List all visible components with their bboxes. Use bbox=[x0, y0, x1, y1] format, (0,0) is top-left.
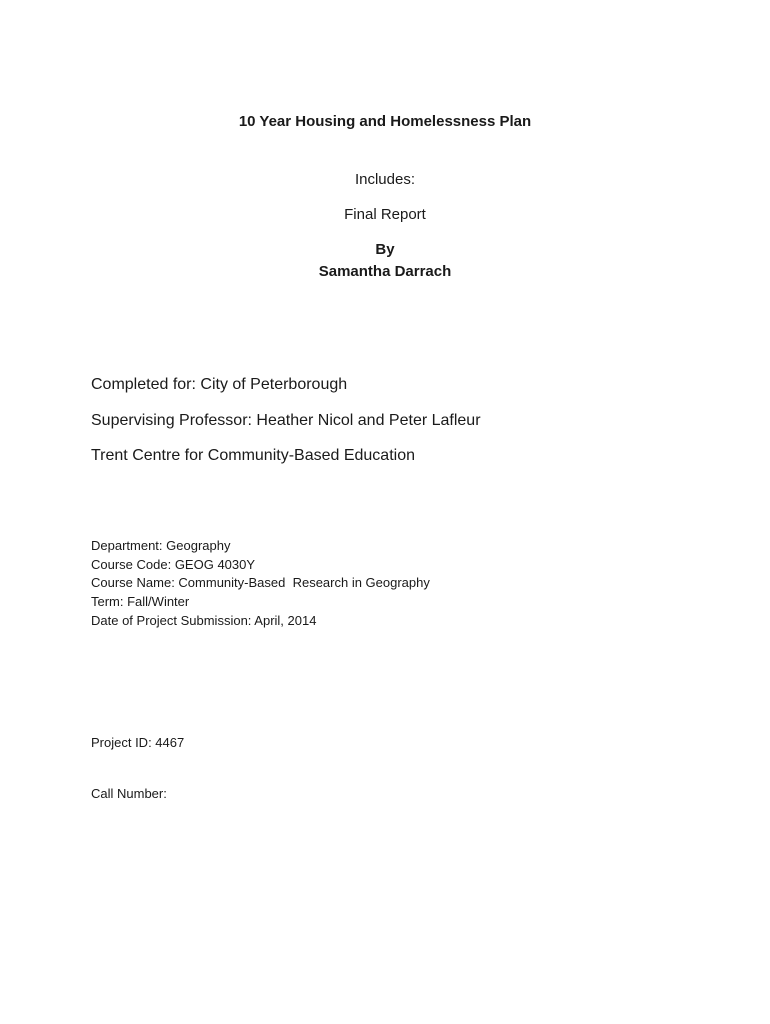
supervising-professor: Supervising Professor: Heather Nicol and Peter Lafleur bbox=[91, 412, 481, 429]
completed-for: Completed for: City of Peterborough bbox=[91, 376, 348, 393]
department: Department: Geography bbox=[91, 538, 231, 553]
report-type: Final Report bbox=[344, 206, 426, 223]
document-title: 10 Year Housing and Homelessness Plan bbox=[238, 113, 532, 130]
includes-label: Includes: bbox=[354, 171, 416, 188]
course-code: Course Code: GEOG 4030Y bbox=[91, 557, 256, 572]
submission-date: Date of Project Submission: April, 2014 bbox=[91, 613, 317, 628]
call-number: Call Number: bbox=[91, 786, 167, 801]
project-id: Project ID: 4467 bbox=[91, 735, 185, 750]
course-name: Course Name: Community-Based Research in Geography bbox=[91, 575, 430, 590]
term: Term: Fall/Winter bbox=[91, 594, 190, 609]
by-label: By bbox=[375, 241, 395, 258]
community-centre: Trent Centre for Community-Based Education bbox=[91, 447, 415, 464]
author-name: Samantha Darrach bbox=[318, 263, 452, 280]
